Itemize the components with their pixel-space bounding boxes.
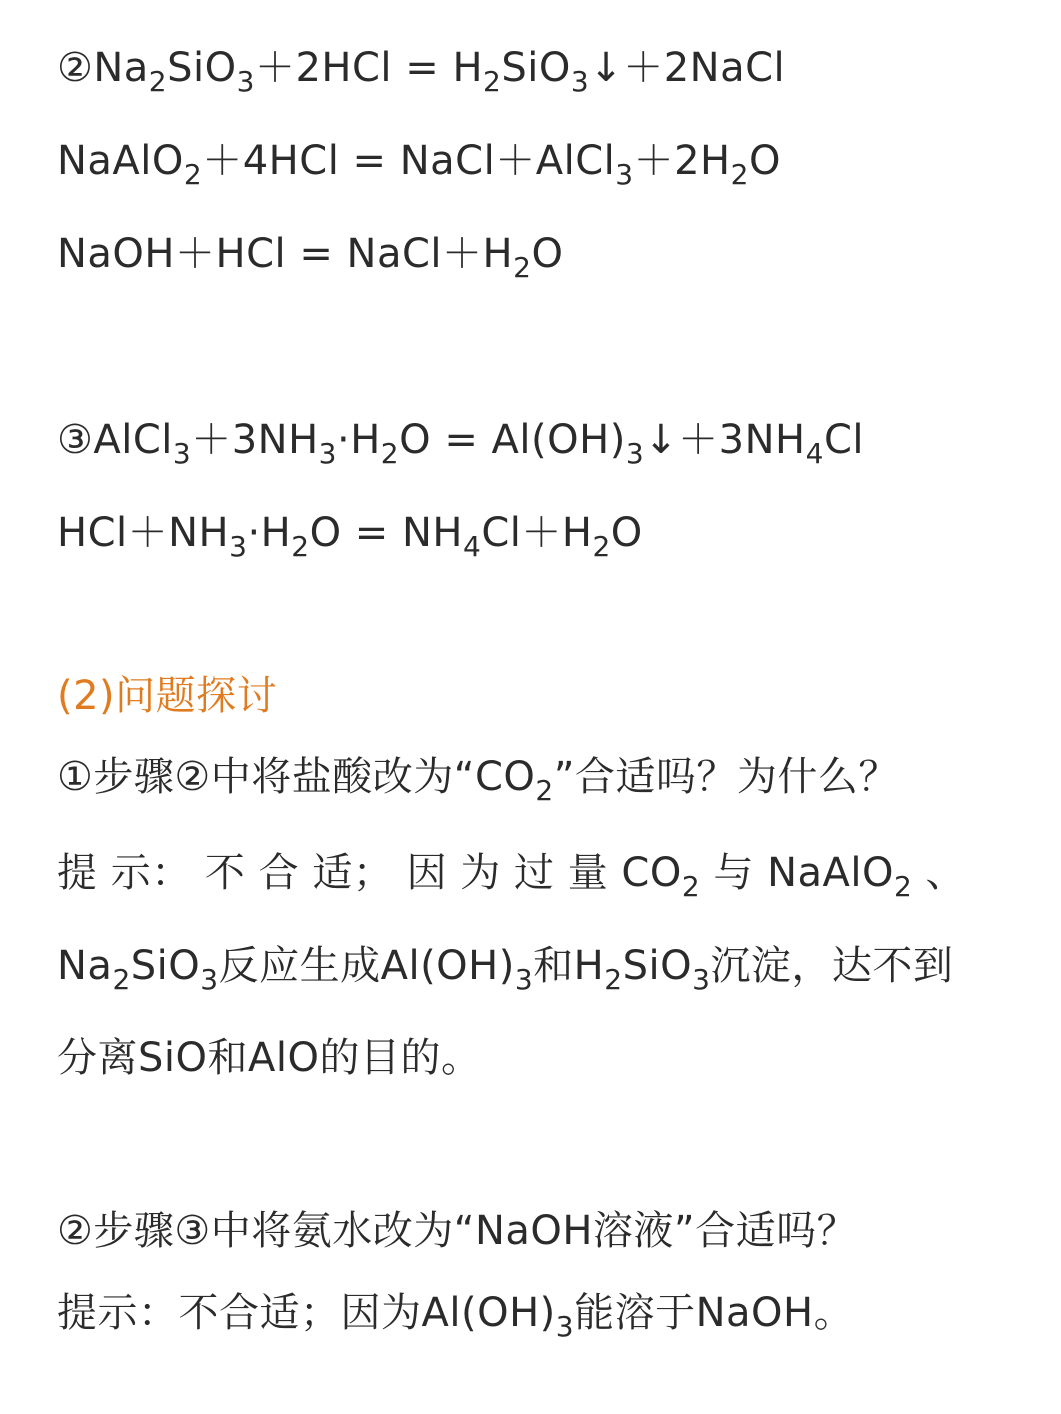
answer-1-line-1: 提 示： 不 合 适； 因 为 过 量 $CO_2$ 与 NaAlO$_2$ 、: [57, 850, 967, 903]
question-2: ②步骤③中将氨水改为“NaOH溶液”合适吗？: [57, 1208, 858, 1254]
equation-3-ammonium-chloride: $HCl+NH_3\cdot H_2O = NH_4Cl+H_2O$: [57, 510, 643, 563]
equation-2-aluminate: NaAlO$_2$＋4HCl = $NaCl+AlCl_3+2H_2O$: [57, 138, 781, 191]
answer-2: 提示：不合适；因为$Al(OH)_3$能溶于NaOH。: [57, 1290, 855, 1343]
equation-2-neutralization: NaOH＋HCl = $NaCl+H_2O$: [57, 231, 564, 284]
answer-1-line-3: 分离SiO和AlO的目的。: [57, 1035, 482, 1081]
equation-3-aluminium-hydroxide: $③AlCl_3+3NH_3\cdot H_2O$ = $Al(OH)_3↓+3NH_4Cl$: [57, 417, 864, 470]
section-heading: (2)问题探讨: [57, 673, 278, 719]
equation-2-silicate: $②Na_2SiO_3+2HCl$ = $H_2SiO_3↓+2NaCl$: [57, 45, 786, 98]
question-1: ①步骤②中将盐酸改为“$CO_2$”合适吗？为什么？: [57, 754, 899, 807]
answer-1-line-2: $Na_2SiO_3$反应生成$Al(OH)_3$和$H_2SiO_3$沉淀，达不到: [57, 943, 954, 996]
